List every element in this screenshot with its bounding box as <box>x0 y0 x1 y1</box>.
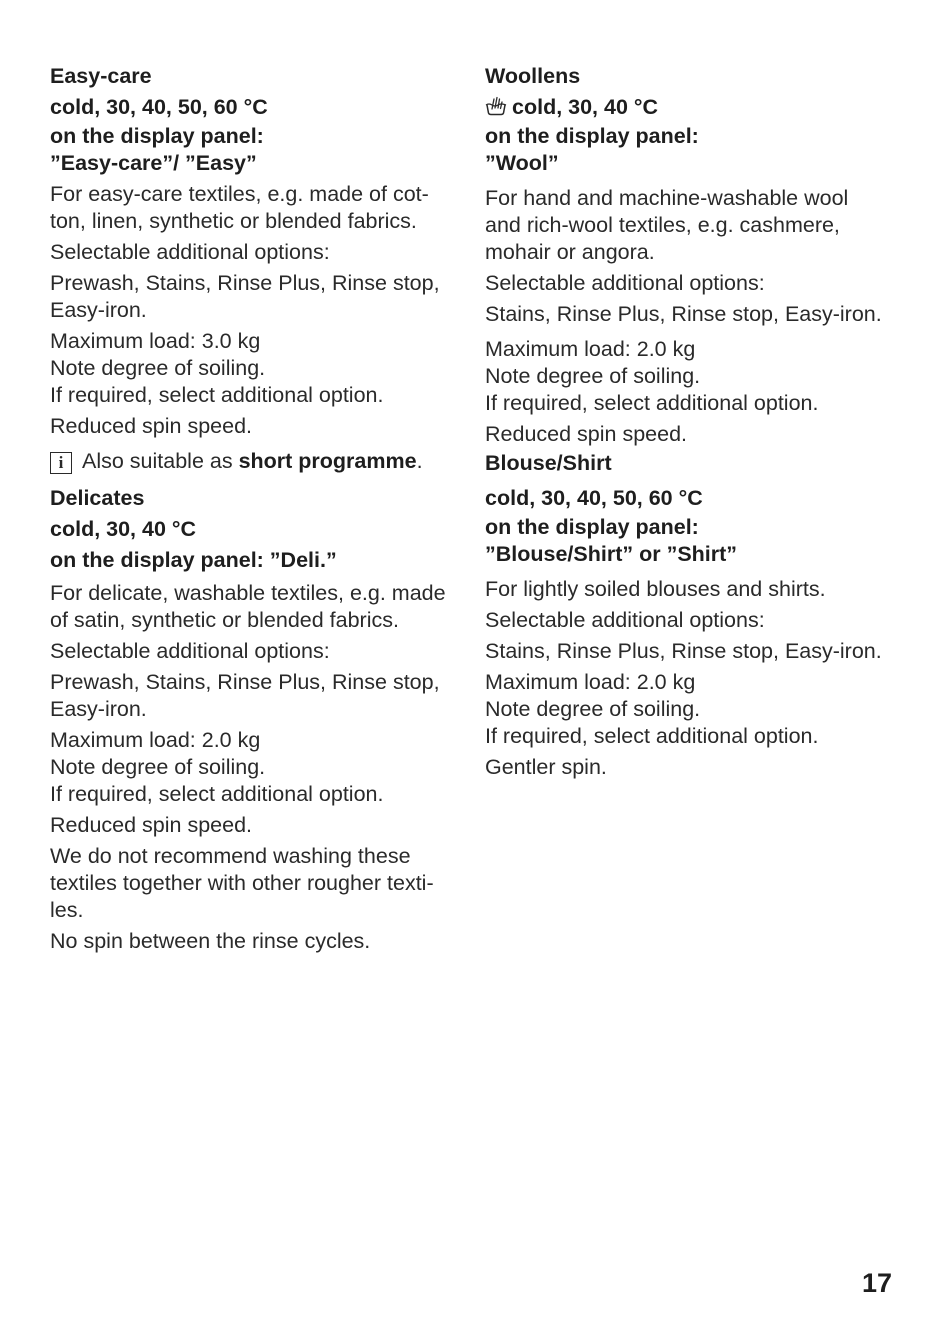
page-number: 17 <box>861 1268 892 1298</box>
woollens-temps: cold, 30, 40 °C <box>512 95 659 119</box>
blouse-spin: Gentler spin. <box>485 755 607 779</box>
woollens-desc-2: and rich-wool textiles, e.g. cashmere, <box>485 213 840 237</box>
blouse-options-1: Stains, Rinse Plus, Rinse stop, Easy-iron. <box>485 639 882 663</box>
blouse-title: Blouse/Shirt <box>485 451 612 475</box>
delicates-title: Delicates <box>50 486 145 510</box>
woollens-desc-3: mohair or angora. <box>485 240 655 264</box>
easy-care-desc-1: For easy-care textiles, e.g. made of cot- <box>50 182 429 206</box>
woollens-temps-line <box>485 92 895 123</box>
easy-care-additional: If required, select additional option. <box>50 383 384 407</box>
delicates-note-2: textiles together with other rougher texti- <box>50 871 434 895</box>
easy-care-options-1: Prewash, Stains, Rinse Plus, Rinse stop, <box>50 271 440 295</box>
blouse-additional: If required, select additional option. <box>485 724 819 748</box>
easy-care-info-note <box>50 448 460 475</box>
woollens-options-label: Selectable additional options: <box>485 271 765 295</box>
blouse-load: Maximum load: 2.0 kg <box>485 670 696 694</box>
right-column <box>485 61 895 781</box>
delicates-soiling: Note degree of soiling. <box>50 755 266 779</box>
blouse-desc-1: For lightly soiled blouses and shirts. <box>485 577 826 601</box>
delicates-desc-2: of satin, synthetic or blended fabrics. <box>50 608 399 632</box>
delicates-options-1: Prewash, Stains, Rinse Plus, Rinse stop, <box>50 670 440 694</box>
left-column <box>50 61 460 955</box>
easy-care-load: Maximum load: 3.0 kg <box>50 329 261 353</box>
easy-care-options-label: Selectable additional options: <box>50 240 330 264</box>
easy-care-soiling: Note degree of soiling. <box>50 356 266 380</box>
delicates-display: on the display panel: ”Deli.” <box>50 548 337 572</box>
delicates-spin: Reduced spin speed. <box>50 813 253 837</box>
easy-care-options-2: Easy-iron. <box>50 298 147 322</box>
easy-care-temps: cold, 30, 40, 50, 60 °C <box>50 95 268 119</box>
delicates-load: Maximum load: 2.0 kg <box>50 728 261 752</box>
info-bold: short programme <box>238 449 417 473</box>
woollens-load: Maximum load: 2.0 kg <box>485 337 696 361</box>
easy-care-spin: Reduced spin speed. <box>50 414 253 438</box>
delicates-no-spin: No spin between the rinse cycles. <box>50 929 371 953</box>
blouse-soiling: Note degree of soiling. <box>485 697 701 721</box>
woollens-additional: If required, select additional option. <box>485 391 819 415</box>
woollens-title: Woollens <box>485 64 581 88</box>
easy-care-display-label: on the display panel: <box>50 124 264 148</box>
woollens-options-1: Stains, Rinse Plus, Rinse stop, Easy-iron. <box>485 302 882 326</box>
woollens-display-label: on the display panel: <box>485 124 699 148</box>
info-prefix: Also suitable as <box>82 449 239 473</box>
blouse-display-value: ”Blouse/Shirt” or ”Shirt” <box>485 542 738 566</box>
delicates-options-2: Easy-iron. <box>50 697 147 721</box>
easy-care-display-value: ”Easy-care”/ ”Easy” <box>50 151 257 175</box>
info-suffix: . <box>416 449 423 473</box>
delicates-note-1: We do not recommend washing these <box>50 844 411 868</box>
info-icon: i <box>50 452 72 474</box>
woollens-display-value: ”Wool” <box>485 151 559 175</box>
easy-care-desc-2: ton, linen, synthetic or blended fabrics. <box>50 209 417 233</box>
delicates-note-3: les. <box>50 898 84 922</box>
blouse-display-label: on the display panel: <box>485 515 699 539</box>
easy-care-title: Easy-care <box>50 64 152 88</box>
woollens-spin: Reduced spin speed. <box>485 422 688 446</box>
blouse-temps: cold, 30, 40, 50, 60 °C <box>485 486 703 510</box>
delicates-additional: If required, select additional option. <box>50 782 384 806</box>
woollens-desc-1: For hand and machine-washable wool <box>485 186 849 210</box>
delicates-temps: cold, 30, 40 °C <box>50 517 197 541</box>
delicates-options-label: Selectable additional options: <box>50 639 330 663</box>
woollens-soiling: Note degree of soiling. <box>485 364 701 388</box>
delicates-desc-1: For delicate, washable textiles, e.g. made <box>50 581 446 605</box>
blouse-options-label: Selectable additional options: <box>485 608 765 632</box>
hand-wash-icon <box>485 96 507 116</box>
